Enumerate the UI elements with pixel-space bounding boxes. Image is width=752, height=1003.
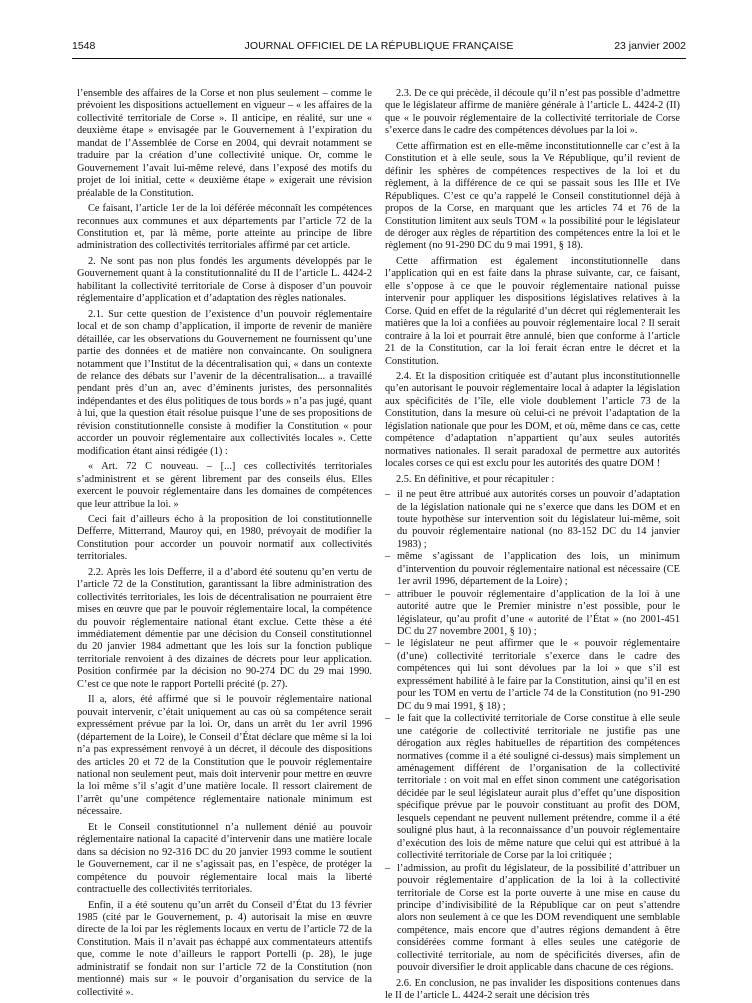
paragraph: 2.2. Après les lois Defferre, il a d’abord été soutenu qu’en vertu de l’article 72 de la Constitution, garantissant la libre administration des collectivités territoriales, les lois de décentralisation ne pourraient être mises en œuvre que par le pouvoir réglementaire local, la compétence du pouvoir réglementaire national étant exclue. Cette thèse a été immédiatement démentie par une décision du Conseil constitutionnel du 20 janvier 1984 admettant que les lois sur la fonction publique territoriale renvoient à des dizaines de décrets pour leur application. Position confirmée par la décision no 90-274 DC du 29 mai 1990. C’est ce que note le rapport Portelli précité (p. 27). xyxy=(77,566,372,690)
list-item: – même s’agissant de l’application des lois, un minimum d’intervention du pouvoir réglementaire national est nécessaire (CE 1er avril 1996, département de la Loire) ; xyxy=(385,551,680,588)
paragraph: Il a, alors, été affirmé que si le pouvoir réglementaire national pouvait intervenir, c’était uniquement au cas où sa compétence serait expressément prévue par la loi. Or, dans un arrêt du 1er avril 1996 (département de la Loire), le Conseil d’État déclare que même si la loi n’a pas expressément renvoyé à un décret, il découle des dispositions des articles 20 et 72 de la Constitution que le pouvoir réglementaire national non seulement peut, mais doit intervenir pour mettre en œuvre la loi même s’il s’agit d’une matière locale. Il ressort clairement de l’arrêt qu’une compétence réglementaire nationale minimum est nécessaire. xyxy=(77,694,372,818)
paragraph: Et le Conseil constitutionnel n’a nullement dénié au pouvoir réglementaire national la capacité d’intervenir dans une matière locale dans sa décision no 92-316 DC du 20 janvier 1993 comme le soutient le Gouvernement, car il ne s’agissait pas, en l’espèce, de protéger la compétence du pouvoir réglementaire local mais la liberté contractuelle des collectivités territoriales. xyxy=(77,821,372,896)
paragraph: 2. Ne sont pas non plus fondés les arguments développés par le Gouvernement quant à la constitutionnalité du II de l’article L. 4424-2 habilitant la collectivité territoriale de Corse à disposer d’un pouvoir réglementaire d’application et d’adaptation des règles nationales. xyxy=(77,255,372,305)
paragraph: Ceci fait d’ailleurs écho à la proposition de loi constitutionnelle Defferre, Mitterrand, Mauroy qui, en 1980, prévoyait de modifier la Constitution pour accorder un pouvoir normatif aux collectivités territoriales. xyxy=(77,513,372,563)
paragraph: 2.3. De ce qui précède, il découle qu’il n’est pas possible d’admettre que le législateur affirme de manière générale à l’article L. 4424-2 (II) que « le pouvoir réglementaire de la collectivité territoriale de Corse s’exerce dans le cadre des compétences dévolues par la loi ». xyxy=(385,88,680,137)
journal-title: JOURNAL OFFICIEL DE LA RÉPUBLIQUE FRANÇAISE xyxy=(244,40,514,52)
issue-date: 23 janvier 2002 xyxy=(614,40,686,52)
page-number: 1548 xyxy=(72,40,96,52)
paragraph: Cette affirmation est également inconstitutionnelle dans l’application qui en est faite dans la phrase suivante, car, ce faisant, elle s’oppose à ce que le pouvoir réglementaire national puisse intervenir pour appliquer les dispositions législatives relatives à la Corse. Quid en effet de la régularité d’un décret qui réglementerait les matières que la loi a confiées au pouvoir réglementaire local ? Il serait contraire à la loi et pourrait être annulé, bien que conforme à l’article 21 de la Constitution, car la loi ferait écran entre le décret et la Constitution. xyxy=(385,255,680,367)
page-header xyxy=(72,40,686,56)
paragraph: 2.5. En définitive, et pour récapituler : xyxy=(396,473,555,485)
header-rule xyxy=(72,58,686,59)
paragraph: l’ensemble des affaires de la Corse et non plus seulement – comme le prévoient les dispositions actuellement en vigueur – « les affaires de la collectivité territoriale de Corse ». Il anticipe, en réalité, sur une « deuxième étape » envisagée par le Gouvernement à l’expiration du mandat de l’Assemblée de Corse en 2004, qui devrait notamment se traduire par la création d’une collectivité unique. Or, comme le Gouvernement l’avait lui-même relevé, dans l’exposé des motifs du projet de loi initial, cette « deuxième étape » exigerait une révision préalable de la Constitution. xyxy=(77,88,372,199)
paragraph: Enfin, il a été soutenu qu’un arrêt du Conseil d’État du 13 février 1985 (cité par le Gouvernement, p. 4) autorisait la mise en œuvre directe de la loi par les règlements locaux en vertu de l’article 72 de la Constitution. Mais il n’avait pas échappé aux commentateurs attentifs que, comme le note d’ailleurs le rapport Portelli (p. 28), le juge administratif se fondait non sur l’article 72 de la Constitution (non mentionné) mais sur « le pouvoir d’organisation du service de la collectivité ». xyxy=(77,899,372,998)
paragraph: Ce faisant, l’article 1er de la loi déférée méconnaît les compétences reconnues aux communes et aux départements par l’article 72 de la Constitution et, par là même, porte atteinte au principe de libre administration des collectivités territoriales affirmé par cet article. xyxy=(77,203,372,252)
list-item: – attribuer le pouvoir réglementaire d’application de la loi à une autorité autre que le Premier ministre n’est possible, pour le législateur, qu’au profit d’une « autorité de l’État » (no 2001-451 DC du 27 novembre 2001, § 10) ; xyxy=(385,589,680,639)
right-column xyxy=(385,88,680,1002)
quoted-article: « Art. 72 C nouveau. – [...] ces collectivités territoriales s’administrent et se gèrent librement par des conseils élus. Elles exercent le pouvoir réglementaire dans les domaines de compétences que leur attribue la loi. » xyxy=(77,461,372,510)
list-item: – il ne peut être attribué aux autorités corses un pouvoir d’adaptation de la législation nationale qui ne s’exerce que dans les DOM et en toute hypothèse sur intervention soit du législateur lui-même, soit du pouvoir réglementaire national (no 83-152 DC du 14 janvier 1983) ; xyxy=(385,489,680,551)
list-item: – le fait que la collectivité territoriale de Corse constitue à elle seule une catégorie de collectivité territoriale ne justifie pas une dérogation aux règles habituelles de répartition des compétences normatives (comme il a été souligné ci-dessus) mais simplement un aménagement différent de l’organisation de la collectivité territoriale : on voit mal en effet sinon comment une catégorisation décidée par le seul législateur aurait plus d’effet qu’une disposition spécifique prévue par le pouvoir constituant au profit des DOM, lesquels cependant ne peuvent nullement prétendre, comme il a été souligné plus haut, à la reconnaissance d’un pouvoir réglementaire d’exécution des lois de même nature que celui qui est attribué à la collectivité territoriale de Corse par la loi critiquée ; xyxy=(385,713,680,862)
paragraph: 2.6. En conclusion, ne pas invalider les dispositions contenues dans le II de l’article L. 4424-2 serait une décision très xyxy=(385,977,680,1002)
list-item: – le législateur ne peut affirmer que le « pouvoir réglementaire (d’une) collectivité territoriale s’exerce dans le cadre des compétences qui lui sont dévolues par la loi » que s’il est expressément habilité à le faire par la Constitution, ainsi qu’il en est pour les TOM en vertu de l’article 74 de la Constitution (no 91-290 DC du 9 mai 1991, § 18) ; xyxy=(385,638,680,713)
paragraph: Cette affirmation est en elle-même inconstitutionnelle car c’est à la Constitution et à elle seule, sous la Ve République, qu’il revient de définir les sphères de compétences respectives de la loi et du règlement, à la différence de ce qui se passait sous les IIIe et IVe Républiques. C’est ce qu’a rappelé le Conseil constitutionnel déjà à propos de la Corse, en marquant que les articles 74 et 76 de la Constitution limitent aux seuls TOM « la possibilité pour le législateur de déroger aux règles de répartition des compétences entre la loi et le règlement (no 91-290 DC du 9 mai 1991, § 18). xyxy=(385,140,680,252)
paragraph: 2.4. Et la disposition critiquée est d’autant plus inconstitutionnelle qu’en autorisant le pouvoir réglementaire local à adapter la législation aux spécificités de l’île, elle viole doublement l’article 73 de la Constitution, dans la mesure où celui-ci ne prévoit l’adaptation de la législation nationale que pour les DOM, et où, même dans ce cas, cette compétence d’adaptation n’appartient qu’aux seules autorités normatives nationales. Il serait paradoxal de permettre aux autorités locales corses ce qui est exclu pour les autorités des quatre DOM ! xyxy=(385,370,680,470)
left-column xyxy=(77,88,372,998)
recap-list xyxy=(385,489,680,975)
list-item: – l’admission, au profit du législateur, de la possibilité d’attribuer un pouvoir réglementaire d’application de la loi à la collectivité territoriale de Corse est la porte ouverte à une mise en cause du principe d’indivisibilité de la République car on peut s’attendre alors non seulement à ce que les DOM revendiquent une semblable compétence, mais encore que d’autres régions demandent à être considérées comme formant à elles seules une catégorie de collectivité territoriale, au nom de spécificités diverses, afin de pouvoir diversifier le droit applicable dans chacune de ces régions. xyxy=(385,863,680,975)
paragraph: 2.1. Sur cette question de l’existence d’un pouvoir réglementaire local et de son champ d’application, il importe de revenir de manière détaillée, car les observations du Gouvernement ne fournissent qu’une partie des données et de matière non convaincante. On soulignera notamment que l’Institut de la décentralisation qui, « dans un contexte de relance des débats sur l’avenir de la décentralisation... a travaillé pendant près d’un an, avec d’éminents juristes, des personnalités indépendantes et des élus politiques de tous bords » n’a pas jugé, quant à lui, que la question était résolue puisque l’une de ses propositions de révision constitutionnelle consiste à modifier la Constitution « pour accorder un pouvoir réglementaire aux collectivités locales ». Cette modification étant ainsi rédigée (1) : xyxy=(77,308,372,457)
